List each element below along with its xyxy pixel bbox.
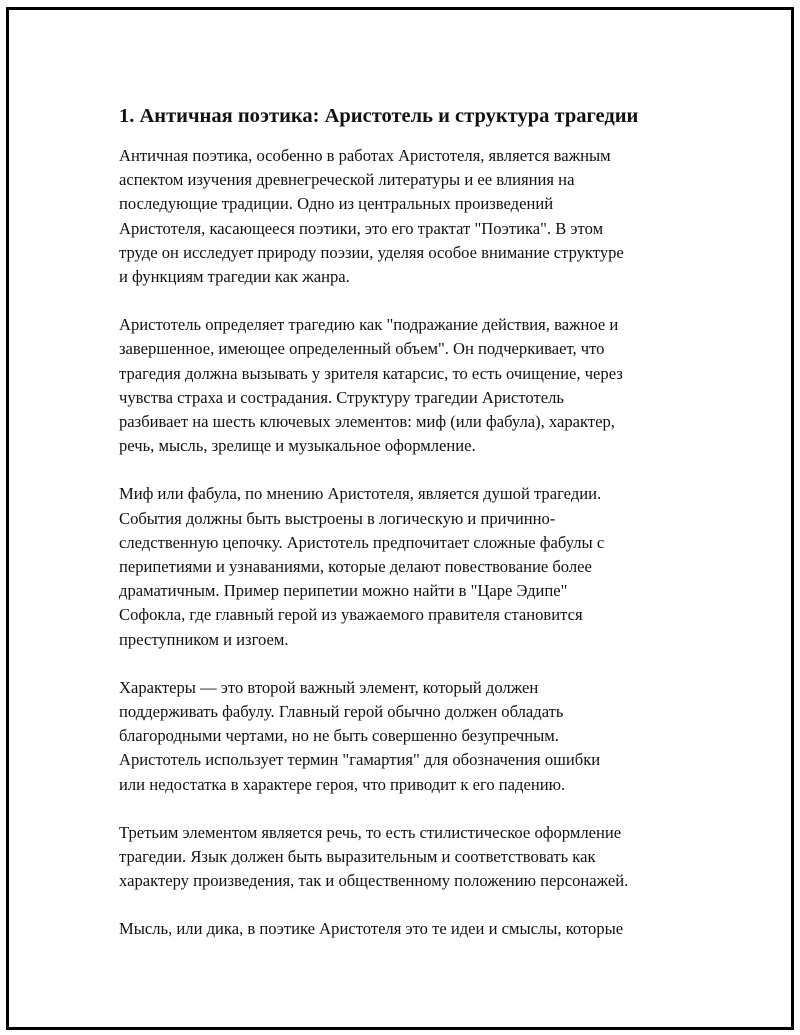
- page-frame: [6, 7, 794, 1030]
- text-line: характеру произведения, так и общественному положению персонажей.: [119, 871, 629, 891]
- text-line: Софокла, где главный герой из уважаемого правителя становится: [119, 605, 583, 625]
- text-line: труде он исследует природу поэзии, уделяя особое внимание структуре: [119, 242, 624, 262]
- text-line: трагедии. Язык должен быть выразительным и соответствовать как: [119, 847, 596, 867]
- text-line: речь, мысль, зрелище и музыкальное оформление.: [119, 436, 476, 456]
- paragraph-1: [119, 144, 694, 289]
- text-line: поддерживать фабулу. Главный герой обычно должен обладать: [119, 702, 564, 722]
- text-line: События должны быть выстроены в логическую и причинно-: [119, 508, 556, 528]
- text-line: благородными чертами, но не быть совершенно безупречным.: [119, 726, 559, 746]
- text-line: следственную цепочку. Аристотель предпочитает сложные фабулы с: [119, 532, 605, 552]
- text-line: Аристотель использует термин "гамартия" для обозначения ошибки: [119, 750, 601, 770]
- section-heading: 1. Античная поэтика: Аристотель и структура трагедии: [119, 105, 639, 127]
- paragraph-3: [119, 482, 694, 651]
- paragraph-5: [119, 821, 694, 894]
- text-line: преступником и изгоем.: [119, 629, 289, 649]
- text-line: и функциям трагедии как жанра.: [119, 267, 350, 287]
- text-line: чувства страха и сострадания. Структуру трагедии Аристотель: [119, 387, 564, 407]
- text-line: перипетиями и узнаваниями, которые делают повествование более: [119, 557, 592, 577]
- paragraph-6: [119, 917, 694, 941]
- paragraph-2: [119, 313, 694, 458]
- text-line: драматичным. Пример перипетии можно найти в "Царе Эдипе": [119, 581, 568, 601]
- text-line: разбивает на шесть ключевых элементов: миф (или фабула), характер,: [119, 412, 615, 432]
- text-line: Третьим элементом является речь, то есть стилистическое оформление: [119, 822, 622, 842]
- text-line: или недостатка в характере героя, что приводит к его падению.: [119, 774, 566, 794]
- text-line: Античная поэтика, особенно в работах Аристотеля, является важным: [119, 146, 611, 165]
- document-content: [119, 102, 694, 966]
- text-line: аспектом изучения древнегреческой литературы и ее влияния на: [119, 170, 575, 190]
- text-line: Характеры — это второй важный элемент, который должен: [119, 677, 539, 697]
- text-line: завершенное, имеющее определенный объем". Он подчеркивает, что: [119, 339, 605, 359]
- text-line: Аристотеля, касающееся поэтики, это его трактат "Поэтика". В этом: [119, 218, 604, 238]
- paragraph-4: [119, 676, 694, 797]
- text-line: последующие традиции. Одно из центральных произведений: [119, 194, 554, 214]
- text-line: Аристотель определяет трагедию как "подражание действия, важное и: [119, 315, 619, 335]
- text-line: Миф или фабула, по мнению Аристотеля, является душой трагедии.: [119, 484, 602, 504]
- text-line: Мысль, или дика, в поэтике Аристотеля это те идеи и смыслы, которые: [119, 919, 624, 939]
- text-line: трагедия должна вызывать у зрителя катарсис, то есть очищение, через: [119, 363, 623, 383]
